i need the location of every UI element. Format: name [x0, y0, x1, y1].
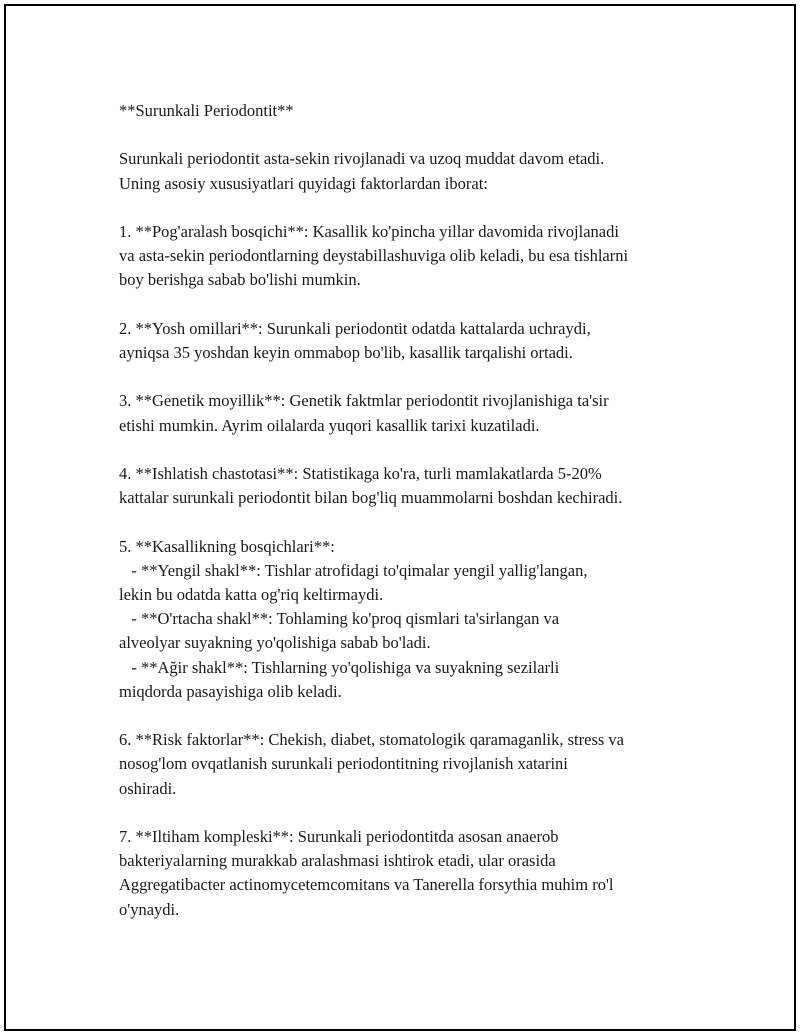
item1-line: 1. **Pog'aralash bosqichi**: Kasallik ko'pincha yillar davomida rivojlanadi: [119, 221, 619, 241]
item2-line: ayniqsa 35 yoshdan keyin ommabop bo'lib, kasallik tarqalishi ortadi.: [119, 342, 573, 362]
item5-line: 5. **Kasallikning bosqichlari**:: [119, 536, 335, 556]
item6-line: 6. **Risk faktorlar**: Chekish, diabet, stomatologik qaramaganlik, stress va: [119, 730, 624, 750]
item4-line: 4. **Ishlatish chastotasi**: Statistikaga ko'ra, turli mamlakatlarda 5-20%: [119, 463, 602, 483]
item5-line: miqdorda pasayishiga olib keladi.: [119, 681, 342, 701]
item5-line: alveolyar suyakning yo'qolishiga sabab bo'ladi.: [119, 633, 431, 653]
item7-line: bakteriyalarning murakkab aralashmasi ishtirok etadi, ular orasida: [119, 851, 556, 871]
item5-line: - **O'rtacha shakl**: Tohlaming ko'proq qismlari ta'sirlangan va: [119, 609, 560, 629]
page-frame: [4, 4, 796, 1031]
item3-line: 3. **Genetik moyillik**: Genetik faktmlar periodontit rivojlanishiga ta'sir: [119, 391, 609, 411]
document-body: [119, 99, 719, 922]
spacer: [119, 510, 719, 534]
spacer: [119, 123, 719, 147]
item5-line: - **Ağir shakl**: Tishlarning yo'qolishiga va suyakning sezilarli: [119, 657, 560, 677]
spacer: [119, 365, 719, 389]
item1-line: va asta-sekin periodontlarning deystabillashuviga olib keladi, bu esa tishlarni: [119, 246, 629, 266]
item7-line: o'ynaydi.: [119, 899, 180, 919]
item6-line: nosog'lom ovqatlanish surunkali periodontitning rivojlanish xatarini: [119, 754, 568, 774]
item5-line: lekin bu odatda katta og'riq keltirmaydi.: [119, 584, 384, 604]
spacer: [119, 196, 719, 220]
item2-line: 2. **Yosh omillari**: Surunkali periodontit odatda kattalarda uchraydi,: [119, 318, 591, 338]
spacer: [119, 293, 719, 317]
item7-line: Aggregatibacter actinomycetemcomitans va Tanerella forsythia muhim ro'l: [119, 875, 614, 895]
intro-line: Uning asosiy xususiyatlari quyidagi faktorlardan iborat:: [119, 173, 488, 193]
item7-line: 7. **Iltiham kompleski**: Surunkali periodontitda asosan anaerob: [119, 826, 559, 846]
spacer: [119, 438, 719, 462]
spacer: [119, 801, 719, 825]
spacer: [119, 704, 719, 728]
item3-line: etishi mumkin. Ayrim oilalarda yuqori kasallik tarixi kuzatiladi.: [119, 415, 540, 435]
document-title: **Surunkali Periodontit**: [119, 101, 294, 120]
item6-line: oshiradi.: [119, 778, 177, 798]
intro-line: Surunkali periodontit asta-sekin rivojlanadi va uzoq muddat davom etadi.: [119, 149, 605, 169]
item1-line: boy berishga sabab bo'lishi mumkin.: [119, 270, 361, 290]
item4-line: kattalar surunkali periodontit bilan bog'liq muammolarni boshdan kechiradi.: [119, 488, 623, 508]
item5-line: - **Yengil shakl**: Tishlar atrofidagi to'qimalar yengil yallig'langan,: [119, 560, 588, 580]
